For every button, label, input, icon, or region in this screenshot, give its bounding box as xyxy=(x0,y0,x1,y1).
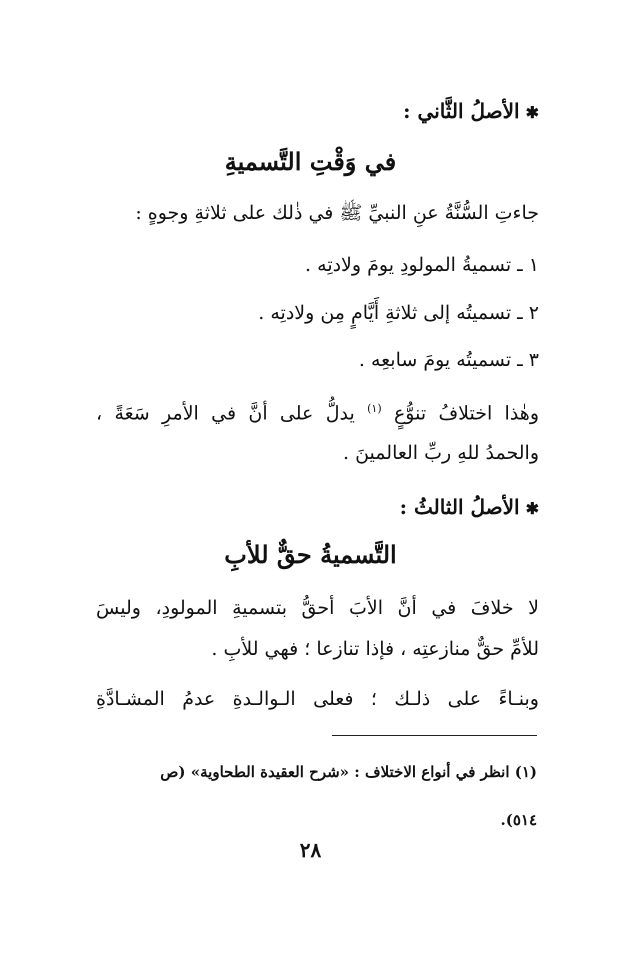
section2-intro: جاءتِ السُّنَّةُ عنِ النبيِّ ﷺ في ذٰلك على ثلاثةِ وجوهٍ : xyxy=(135,202,539,224)
section3-paragraph2-line1: وبنـاءً على ذلـك ؛ فعلى الـوالـدةِ عدمُ المشـادَّةِ xyxy=(96,688,539,710)
footnote-line1: (١) انظر في أنواع الاختلاف : «شرح العقيدة الطحاوية» (ص xyxy=(160,763,537,781)
asterisk-icon: ✱ xyxy=(525,499,539,518)
section2-paragraph-line1 xyxy=(96,394,539,428)
page-number: ٢٨ xyxy=(299,838,322,862)
list-item-3: ٣ ـ تسميتُه يومَ سابعِه . xyxy=(358,349,539,371)
section3-heading-text: الأصلُ الثالثُ : xyxy=(399,495,520,519)
section2-heading-text: الأصلُ الثَّاني : xyxy=(403,99,520,123)
section2-heading xyxy=(96,96,539,128)
footnote-reference: (١) xyxy=(367,402,382,415)
paragraph-text-b: يدلُّ على أنَّ في الأمرِ سَعَةً ، xyxy=(96,402,355,425)
section3-paragraph-line2: للأمِّ حقٌّ منازعتِه ، فإذا تنازعا ؛ فهي للأبِ . xyxy=(211,638,539,660)
footnote-divider xyxy=(332,735,537,736)
section3-title: التَّسميةُ حقٌّ للأبِ xyxy=(224,540,397,569)
section2-paragraph-line2: والحمدُ للهِ ربِّ العالمينَ . xyxy=(343,442,539,464)
section2-title: في وَقْتِ التَّسميةِ xyxy=(224,147,397,176)
section3-paragraph-line1: لا خلافَ في أنَّ الأبَ أحقُّ بتسميةِ المولودِ، وليسَ xyxy=(96,597,539,619)
asterisk-icon: ✱ xyxy=(525,103,539,122)
section3-heading xyxy=(96,492,539,524)
list-item-2: ٢ ـ تسميتُه إلى ثلاثةِ أَيَّامٍ مِن ولادتِه . xyxy=(258,302,539,324)
footnote-line2: ٥١٤). xyxy=(500,811,537,829)
paragraph-text-a: وهٰذا اختلافُ تنوُّعٍ xyxy=(393,402,539,425)
list-item-1: ١ ـ تسميةُ المولودِ يومَ ولادتِه . xyxy=(305,254,539,276)
